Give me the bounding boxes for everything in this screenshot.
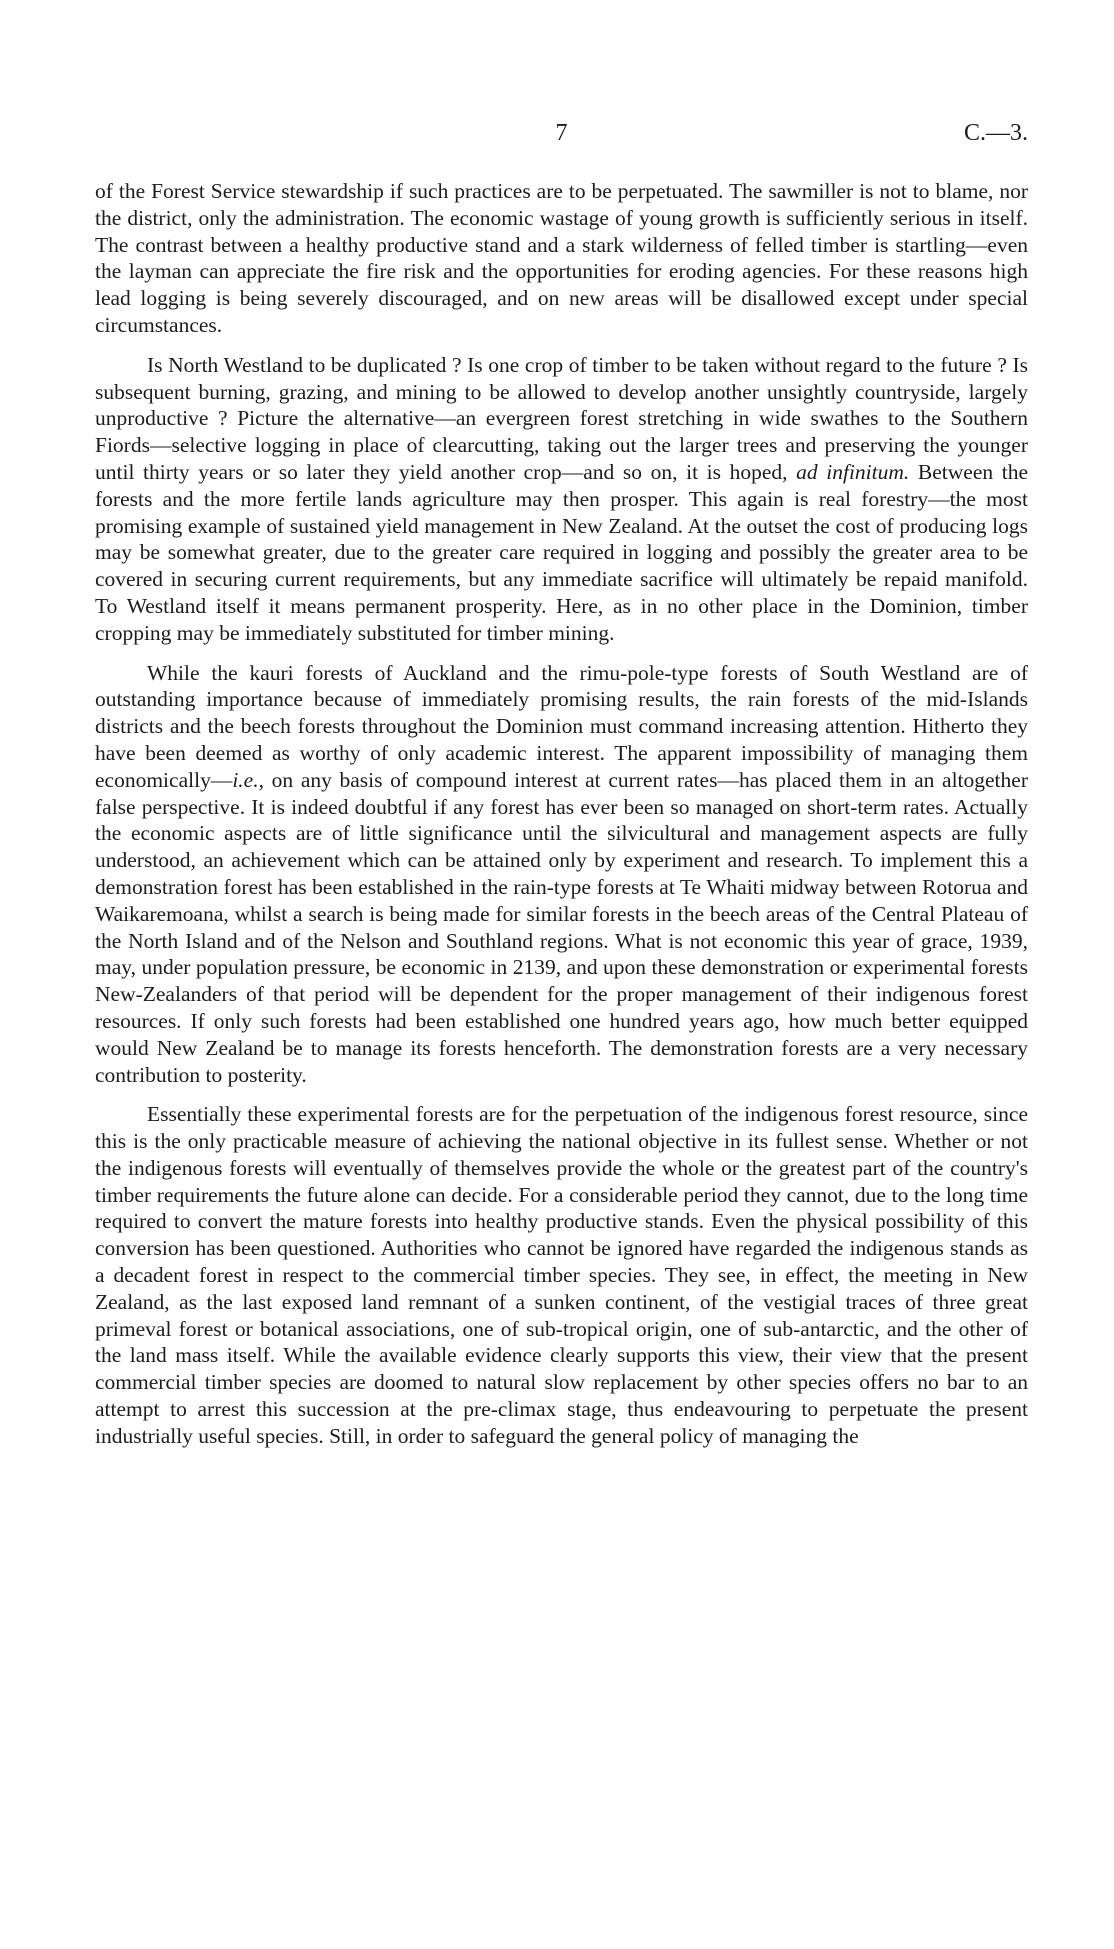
paragraph-3-text-before: While the kauri forests of Auckland and the rimu-pole-type forests of South Westland are of outstanding importance because of immediately promising results, the rain forests of the mid-Islands districts and the beech forests throughout the Dominion must command increasing attention. Hitherto they have been deemed as worthy of only academic interest. The apparent impossibility of managing them economically— xyxy=(95,660,1028,792)
paragraph-2-italic: ad infinitum. xyxy=(796,459,910,484)
paragraph-2-text-after: Between the forests and the more fertile lands agriculture may then prosper. This again is real forestry—the most promising example of sustained yield management in New Zealand. At the outset the cost of producing logs may be somewhat greater, due to the greater care required in logging and possibly the greater area to be covered in securing current requirements, but any immediate sacrifice will ultimately be repaid manifold. To Westland itself it means permanent prosperity. Here, as in no other place in the Dominion, timber cropping may be immediately substituted for timber mining. xyxy=(95,459,1028,645)
paragraph-3-text-after: on any basis of compound interest at current rates—has placed them in an altogether false perspective. It is indeed doubtful if any forest has ever been so managed on short-term rates. Actually the economic aspects are of little significance until the silvicultural and management aspects are fully understood, an achievement which can be attained only by experiment and research. To implement this a demonstration forest has been established in the rain-type forests at Te Whaiti midway between Rotorua and Waikaremoana, whilst a search is being made for similar forests in the beech areas of the Central Plateau of the North Island and of the Nelson and Southland regions. What is not economic this year of grace, 1939, may, under population pressure, be economic in 2139, and upon these demonstration or experimental forests New-Zealanders of that period will be dependent for the proper management of their indigenous forest resources. If only such forests had been established one hundred years ago, how much better equipped would New Zealand be to manage its forests henceforth. The demonstration forests are a very necessary contribution to posterity. xyxy=(95,767,1028,1087)
page-header xyxy=(95,120,1028,150)
body-text xyxy=(95,178,1028,1463)
document-reference: C.—3. xyxy=(963,120,1028,146)
paragraph-3-italic: i.e., xyxy=(232,767,264,792)
paragraph-3 xyxy=(95,660,1028,1089)
paragraph-2 xyxy=(95,352,1028,647)
paragraph-4: Essentially these experimental forests are for the perpetuation of the indigenous forest resource, since this is the only practicable measure of achieving the national objective in its fullest sense. Whether or not the indigenous forests will eventually of themselves provide the whole or the greatest part of the country's timber requirements the future alone can decide. For a considerable period they cannot, due to the long time required to convert the mature forests into healthy productive stands. Even the physical possibility of this conversion has been questioned. Authorities who cannot be ignored have regarded the indigenous stands as a decadent forest in respect to the commercial timber species. They see, in effect, the meeting in New Zealand, as the last exposed land remnant of a sunken continent, of the vestigial traces of three great primeval forest or botanical associations, one of sub-tropical origin, one of sub-antarctic, and the other of the land mass itself. While the available evidence clearly supports this view, their view that the present commercial timber species are doomed to natural slow replacement by other species offers no bar to an attempt to arrest this succession at the pre-climax stage, thus endeavouring to perpetuate the present industrially useful species. Still, in order to safeguard the general policy of managing the xyxy=(95,1102,1028,1448)
page-number: 7 xyxy=(555,120,568,146)
paragraph-2-text-before: Is North Westland to be duplicated ? Is one crop of timber to be taken without regard to the future ? Is subsequent burning, grazing, and mining to be allowed to develop another unsightly countryside, largely unproductive ? Picture the alternative—an evergreen forest stretching in wide swathes to the Southern Fiords—selective logging in place of clearcutting, taking out the larger trees and preserving the younger until thirty years or so later they yield another crop—and so on, it is hoped, xyxy=(95,352,1028,484)
paragraph-1: of the Forest Service stewardship if such practices are to be perpetuated. The sawmiller is not to blame, nor the district, only the administration. The economic wastage of young growth is sufficiently serious in itself. The contrast between a healthy productive stand and a stark wilderness of felled timber is startling—even the layman can appreciate the fire risk and the opportunities for eroding agencies. For these reasons high lead logging is being severely discouraged, and on new areas will be disallowed except under special circumstances. xyxy=(95,179,1028,337)
